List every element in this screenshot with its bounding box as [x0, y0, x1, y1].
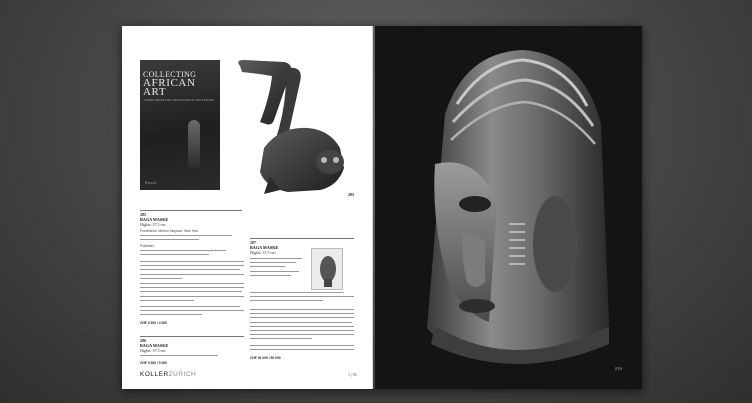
- lot-text-a-body: [140, 261, 244, 282]
- book-cover-figure: [188, 120, 200, 168]
- lot-number-b: 286: [140, 338, 146, 343]
- koller-logo: [140, 371, 196, 378]
- caption-number: 285: [348, 192, 354, 197]
- lot-text-c-prov: [250, 258, 308, 279]
- lot-text-a: [140, 235, 238, 243]
- lot-text-a-body2: [140, 283, 244, 304]
- book-cover-title-line1: COLLECTING: [143, 70, 197, 79]
- lot-text-b: [140, 355, 238, 359]
- lot-subtitle-a: Higlas: 37,5 cm: [140, 222, 166, 227]
- plate-number: 279: [615, 366, 622, 371]
- rule-lot-b: [140, 336, 244, 337]
- catalogue-page-right: [375, 26, 642, 389]
- lot-estimate-c: CHF 30 000 / 50 000: [250, 356, 281, 360]
- book-cover-title: [143, 70, 219, 97]
- lot-subtitle-b: Higlas: 37,5 cm: [140, 348, 166, 353]
- koller-logo-light: ZÜRICH: [168, 371, 197, 378]
- lot-title-c: BAGA MASKE: [250, 245, 279, 250]
- catalogue-spread: [122, 26, 642, 389]
- lot-number-a: 285: [140, 212, 146, 217]
- lot-thumbnail-c: [311, 248, 343, 290]
- book-cover-subtitle: WORKS FROM THE COLLECTION OF THE PRIVATE: [144, 98, 215, 102]
- lot-estimate-a: CHF 2 000 / 4 000: [140, 321, 167, 325]
- lot-text-a-pub: [140, 250, 238, 258]
- helmet-mask-photo: [405, 44, 615, 379]
- book-cover-title-line2: AFRICAN ART: [143, 77, 196, 98]
- lot-text-c-body: [250, 309, 354, 343]
- lot-estimate-b: CHF 3 000 / 5 000: [140, 361, 167, 365]
- lot-number-c: 287: [250, 240, 256, 245]
- koller-logo-bold: KOLLER: [140, 371, 169, 378]
- rule-lot-c: [250, 238, 354, 239]
- lot-publication-a: Publiziert:: [140, 244, 155, 248]
- lot-text-c-lit2: [250, 345, 354, 353]
- headdress-photo: [230, 56, 370, 211]
- lot-provenance-a: Provenienz: Merton Simpson, New York: [140, 229, 199, 233]
- lot-text-a-lit: [140, 306, 244, 319]
- lot-title-b: BAGA MASKE: [140, 343, 169, 348]
- book-cover-publisher: Rizzoli: [145, 180, 157, 185]
- catalogue-page-left: [122, 26, 373, 389]
- lot-title-a: BAGA MASKE: [140, 217, 169, 222]
- rule-lot-a: [140, 210, 242, 211]
- small-mask-image: [312, 249, 344, 291]
- lot-text-c-lit: [250, 292, 354, 305]
- page-folio: 1 | 85: [348, 372, 357, 377]
- book-cover-image: [140, 60, 220, 190]
- lot-subtitle-c: Higlas: 37,5 cm: [250, 250, 276, 255]
